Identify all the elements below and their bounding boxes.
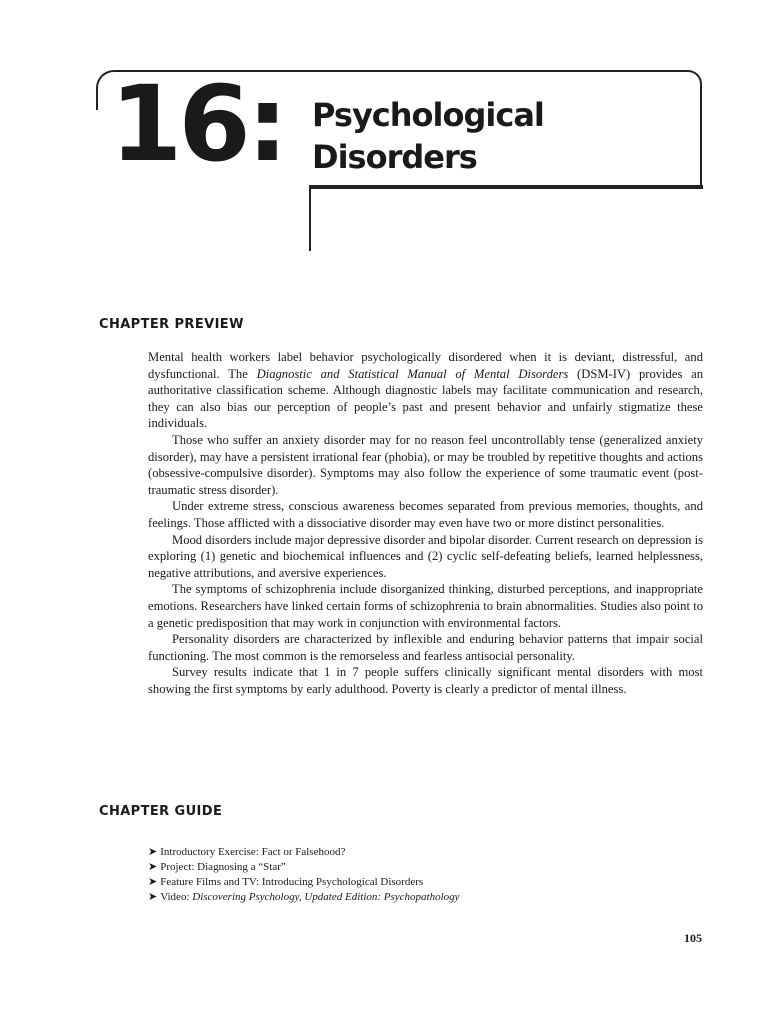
video-title: Discovering Psychology, Updated Edition: Psychopathology [192,891,460,903]
guide-item-project [148,860,703,875]
preview-paragraph-5: The symptoms of schizophrenia include disorganized thinking, disturbed perceptions, and inappropriate emotions. Researchers have linked certain forms of schizophrenia to brain abnormalities. Studies also point to a genetic predisposition that may work in conjunction with environmental factors. [148,582,703,630]
title-underline-rule [310,185,703,189]
preview-paragraph-3: Under extreme stress, conscious awareness becomes separated from previous memories, thoughts, and feelings. Those afflicted with a dissociative disorder may even have two or more distinct personalities. [148,499,703,530]
arrow-bullet-icon: ➤ [148,891,158,903]
chapter-guide-heading: CHAPTER GUIDE [99,804,223,819]
chapter-preview-body [148,349,703,697]
preview-p1-text-b: (DSM-IV) provides an authoritative classification scheme. Although diagnostic labels may facilitate communication and research, they can also bias our perception of people’s past and present behavior and unfairly stigmatize these individuals. [148,366,703,431]
guide-item-label: Introductory Exercise: Fact or Falsehood? [160,846,346,858]
chapter-number: 16: [110,63,285,185]
guide-item-label: Project: Diagnosing a “Star” [160,861,286,873]
preview-paragraph-4: Mood disorders include major depressive disorder and bipolar disorder. Current research on depression is exploring (1) genetic and biochemical influences and (2) cyclic self-defeating beliefs, learned helplessness, negative attributions, and aversive experiences. [148,532,703,580]
preview-paragraph-1 [148,349,703,432]
dsm-title: Diagnostic and Statistical Manual of Mental Disorders [256,366,569,381]
frame-gap [93,110,101,190]
arrow-bullet-icon: ➤ [148,876,158,888]
title-stem-rule [309,185,311,251]
chapter-guide-list [148,845,703,905]
preview-paragraph-7: Survey results indicate that 1 in 7 people suffers clinically significant mental disorders with most showing the first symptoms by early adulthood. Poverty is clearly a predictor of mental illness. [148,665,703,696]
preview-paragraph-6: Personality disorders are characterized by inflexible and enduring behavior patterns that impair social functioning. The most common is the remorseless and fearless antisocial personality. [148,632,703,663]
guide-item-films-tv [148,875,703,890]
guide-item-video [148,890,703,905]
guide-item-intro-exercise [148,845,703,860]
guide-item-label: Video: [160,891,193,903]
page-number: 105 [684,931,702,945]
preview-paragraph-2: Those who suffer an anxiety disorder may for no reason feel uncontrollably tense (generalized anxiety disorder), may have a persistent irrational fear (phobia), or may be troubled by repetitive thoughts and actions (obsessive-compulsive disorder). Symptoms may also follow the experience of some traumatic event (post-traumatic stress disorder). [148,432,703,497]
chapter-title [312,94,672,178]
chapter-preview-heading: CHAPTER PREVIEW [99,317,244,332]
arrow-bullet-icon: ➤ [148,846,158,858]
arrow-bullet-icon: ➤ [148,861,158,873]
guide-item-label: Feature Films and TV: Introducing Psychological Disorders [160,876,424,888]
preview-p1-text-a: Mental health workers label behavior psychologically disordered when it is deviant, distressful, and dysfunctional. The [148,350,703,381]
chapter-title-line2: Disorders [312,138,477,176]
chapter-title-line1: Psychological [312,96,544,134]
